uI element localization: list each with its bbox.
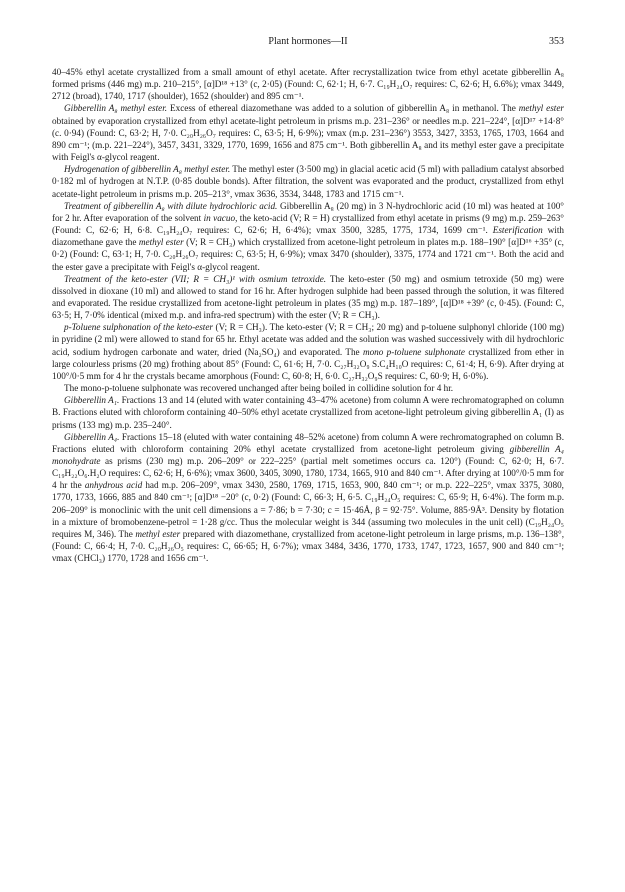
text-run: crystallized from ether in large colourless prisms (20 mg) frothing about 85° (Found: C, 61·6; H, 7·0. C₂₇H₃₂O₉ S.C₄H₁₀O requires: C, 61·4; H, 6·9). After drying at 100°/0·5 mm for 4 hr the crystals became amorphous (Found: C, 60·8; H, 6·0. C₂₇H₃₂O₉S requires: C, 60·9; H, 6·0%). — [52, 346, 564, 381]
text-run: with diazomethane gave the — [52, 225, 564, 248]
italic-text: gibberellin A₄ monohydrate — [52, 443, 564, 466]
text-run: The mono-p-toluene sulphonate was recovered unchanged after being boiled in collidine solution for 4 hr. — [64, 383, 454, 394]
text-run: had m.p. 206–209°, νmax 3430, 2580, 1769, 1715, 1653, 900, 840 cm⁻¹; or m.p. 222–225°, νmax 3375, 3080, 1770, 1733, 1666, 885 and 840 cm⁻¹; [α]D¹⁸ −20° (c, 0·2) (Found: C, 66·3; H, 6·5. C₁₉H₂₄O₅ requires: C, 65·9; H, 6·4%). The form m.p. 206–209° is monoclinic with the unit cell dimensions a = 7·86; b = 7·30; c = 15·46Å, β = 92·75°. Volume, 885·9Å³. Density by flotation in a mixture of bromobenzene-petrol = 1·28 g/cc. Thus the molecular weight is 344 (assuming two molecules in the unit cell) (C₁₉H₂₄O₅ requires M, 346). The — [52, 480, 564, 539]
running-header — [52, 36, 564, 52]
article-body — [52, 66, 564, 564]
paragraph — [52, 200, 564, 273]
italic-text: p-Toluene sulphonation of the keto-ester — [64, 322, 214, 333]
text-run: Excess of ethereal diazomethane was added to a solution of gibberellin A₈ in methanol. The — [167, 103, 519, 114]
text-run: obtained by evaporation crystallized from ethyl acetate-light petroleum in prisms m.p. 231–236° or needles m.p. 221–224°, [α]D¹⁷ +14·8° (c. 0·94) (Found: C, 63·2; H, 7·0. C₂₀H₂₆O₇ requires: C, 63·5; H, 6·9%); νmax (m.p. 231–236°) 3553, 3427, 3353, 1765, 1703, 1664 and 890 cm⁻¹; (m.p. 221–224°), 3457, 3431, 3329, 1770, 1699, 1656 and 875 cm⁻¹. Both gibberellin A₈ and its methyl ester gave a precipitate with Feigl's α-glycol reagent. — [52, 115, 564, 163]
running-title: Plant hormones—II — [268, 36, 348, 47]
italic-text: Gibberellin A₈ methyl ester. — [64, 103, 168, 114]
italic-text: Gibberellin A₁. — [64, 395, 120, 406]
italic-text: in vacuo — [203, 212, 236, 223]
text-run: (V; R = CH₃) which crystallized from acetone-light petroleum in plates m.p. 188–190° [α]D¹⁶ +35° (c, 0·2) (Found: C, 63·1; H, 7·0. C₂₀H₂₆O₇ requires: C, 63·5; H, 6·9%); νmax 3470 (shoulder), 3375, 1774 and 1721 cm⁻¹. Both the acid and the ester gave a precipitate with Feigl's α-glycol reagent. — [52, 237, 564, 272]
page-number: 353 — [549, 36, 564, 47]
italic-text: mono p-toluene sulphonate — [362, 346, 466, 357]
paragraph — [52, 394, 564, 430]
text-run: 40–45% ethyl acetate crystallized from a small amount of ethyl acetate. After recrystallization twice from ethyl acetate gibberellin A₈ formed prisms (446 mg) m.p. 210–215°, [α]D¹⁸ +13° (c, 2·05) (Found: C, 62·1; H, 6·7. C₁₉H₂₄O₇ requires: C, 62·6; H, 6.6%); νmax 3449, 2712 (broad), 1740, 1717 (shoulder), 1652 (shoulder) and 895 cm⁻¹. — [52, 67, 564, 102]
paragraph — [52, 273, 564, 322]
italic-text: Hydrogenation of gibberellin A₈ methyl ester. — [64, 164, 231, 175]
paragraph — [52, 163, 564, 199]
journal-page — [52, 36, 564, 564]
text-run: , the keto-acid (V; R = H) crystallized from ethyl acetate in prisms (9 mg) m.p. 259–263° (Found: C, 62·6; H, 6·8. C₁₉H₂₄O₇ requires: C, 62·6; H, 6·4%); νmax 3500, 3285, 1775, 1734, 1699 cm⁻¹. — [52, 212, 564, 236]
text-run: prepared with diazomethane, crystallized from acetone-light petroleum in large prisms, m.p. 136–138°, (Found: C, 66·4; H, 7·0. C₂₀H₂₆O₅ requires: C, 66·65; H, 6·7%); νmax 3484, 3436, 1770, 1733, 1747, 1723, 1657, 900 and 840 cm⁻¹; νmax (CHCl₃) 1770, 1728 and 1656 cm⁻¹. — [52, 528, 564, 564]
italic-text: methyl ester — [135, 528, 181, 539]
paragraph — [52, 431, 564, 565]
italic-text: methyl ester — [518, 103, 564, 114]
text-run: The methyl ester (3·500 mg) in glacial acetic acid (5 ml) with palladium catalyst absorbed 0·182 ml of hydrogen at N.T.P. (0·85 double bonds). After filtration, the solvent was evaporated and the product, crystallized from ethyl acetate-light petroleum in prisms m.p. 205–213°, νmax 3636, 3534, 3448, 1783 and 1715 cm⁻¹. — [52, 164, 564, 199]
text-run: The keto-ester (50 mg) and osmium tetroxide (50 mg) were dissolved in dioxane (10 ml) and allowed to stand for 16 hr. After hydrogen sulphide had been passed through the solution, it was filtered and evaporated. The residue crystallized from acetone-light petroleum in plates (35 mg) m.p. 187–189°, [α]D¹⁸ +39° (c, 0·45). (Found: C, 63·5; H, 7·0% identical (mixed m.p. and infra-red spectrum) with the ester (V; R = CH₃). — [52, 273, 564, 321]
text-run: Gibberellin A₈ (20 mg) in 3 N-hydrochloric acid (10 ml) was heated at 100° for 2 hr. After evaporation of the solvent — [52, 200, 564, 223]
italic-text: anhydrous acid — [84, 480, 143, 491]
text-run: (V; R = CH₃). The keto-ester (V; R = CH₃; 20 mg) and p-toluene sulphonyl chloride (100 mg) in pyridine (2 ml) were allowed to stand for 65 hr. Ethyl acetate was added and the solution was washed successively with dil hydrochloric acid, sodium hydrogen carbonate and water, dried (Na₂SO₄) and evaporated. The — [52, 322, 565, 357]
paragraph — [52, 321, 564, 382]
italic-text: methyl ester — [138, 237, 184, 248]
paragraph — [52, 382, 564, 394]
italic-text: Esterification — [492, 225, 543, 236]
paragraph — [52, 66, 564, 102]
text-run: Fractions 13 and 14 (eluted with water containing 43–47% acetone) from column A were rechromatographed on column B. Fractions eluted with chloroform containing 40–50% ethyl acetate crystallized from acetone-light petroleum giving gibberellin A₁ (I) as prisms (133 mg) m.p. 235–240°. — [52, 395, 565, 430]
italic-text: Treatment of the keto-ester (VII; R = CH₃)¹ with osmium tetroxide. — [64, 273, 327, 284]
italic-text: Treatment of gibberellin A₈ with dilute hydrochloric acid. — [64, 200, 278, 211]
text-run: as prisms (230 mg) m.p. 206–209° or 222–225° (partial melt sometimes occurs ca. 120°) (Found: C, 62·0; H, 6·7. C₁₉H₂₂O₆.H₂O requires: C, 62·6; H, 6·6%); νmax 3600, 3405, 3090, 1780, 1734, 1665, 910 and 840 cm⁻¹. After drying at 100°/0·5 mm for 4 hr the — [52, 456, 564, 491]
text-run: Fractions 15–18 (eluted with water containing 48–52% acetone) from column A were rechromatographed on column B. Fractions eluted with chloroform containing 20% ethyl acetate crystallized from acetone-light petroleum giving — [52, 431, 564, 454]
italic-text: Gibberellin A₄. — [64, 431, 120, 442]
paragraph — [52, 102, 564, 163]
